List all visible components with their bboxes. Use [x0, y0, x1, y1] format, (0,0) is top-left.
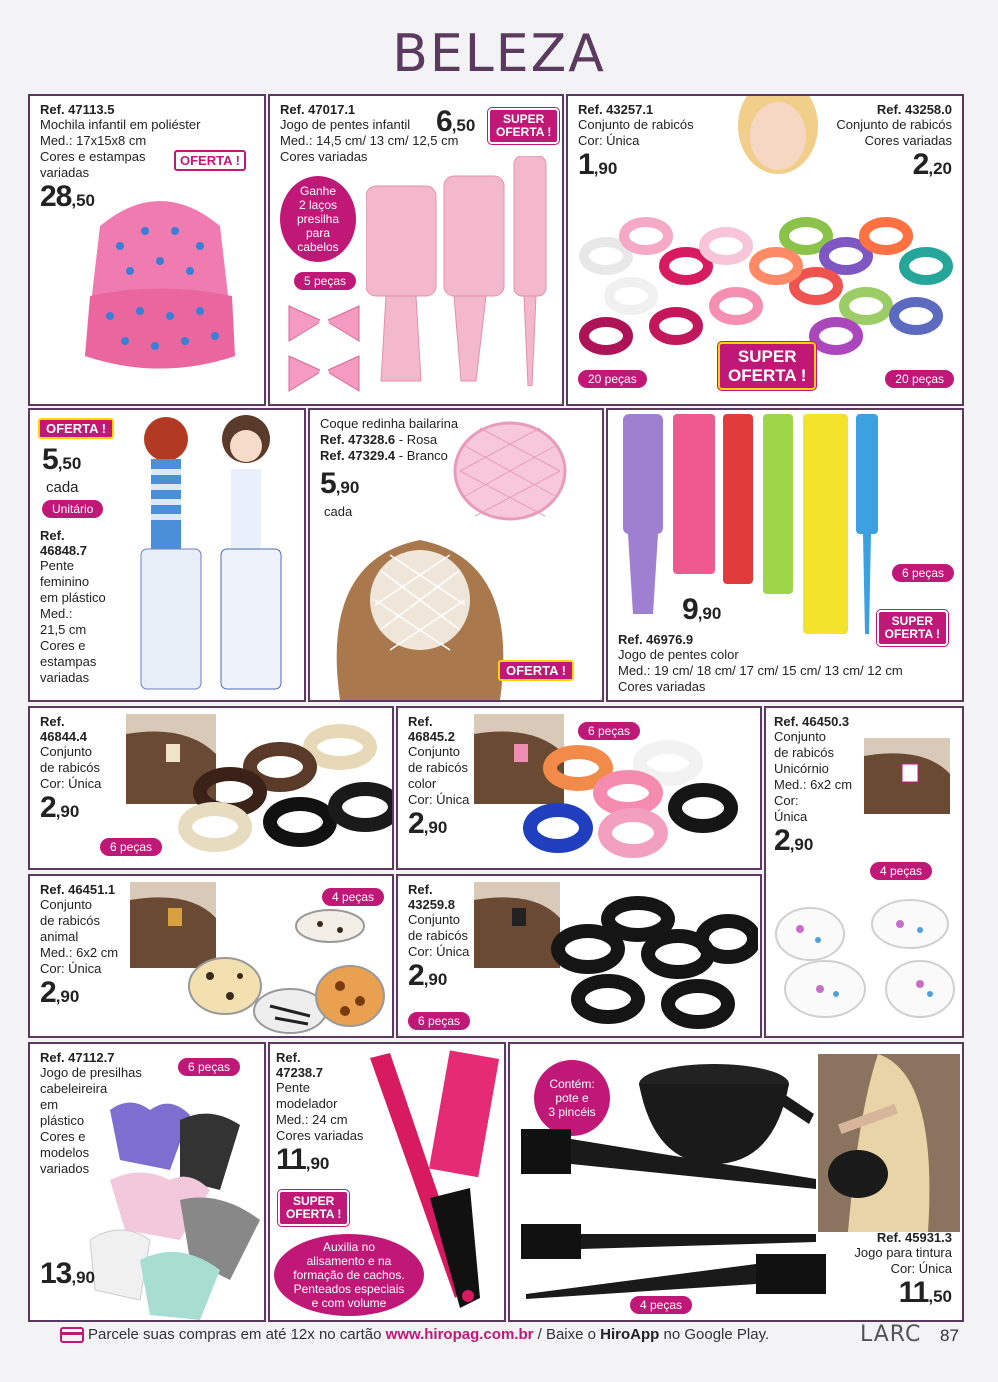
pieces-badge: 6 peças [578, 722, 640, 740]
product-ref: Ref. 46451.1 [40, 882, 116, 897]
footer-app: HiroApp [600, 1326, 660, 1343]
product-price: 2,90 [40, 791, 80, 824]
product-desc: Jogo de pentes color Med.: 19 cm/ 18 cm/ 17 cm/ 15 cm/ 13 cm/ 12 cm Cores variadas [618, 647, 903, 694]
footer-mid: / Baixe o [537, 1326, 596, 1343]
product-ref: Ref. 46844.4 [40, 714, 87, 744]
product-card-43257 [566, 94, 964, 406]
pieces-badge: 6 peças [178, 1058, 240, 1076]
pieces-badge: 6 peças [100, 838, 162, 856]
pieces-badge: 5 peças [294, 272, 356, 290]
product-desc: Conjunto de rabicós animal Med.: 6x2 cm Cor: Única [40, 897, 119, 976]
bun-image [320, 520, 520, 700]
product-card-45931 [508, 1042, 964, 1322]
product-desc: Jogo para tintura Cor: Única [854, 1245, 952, 1276]
product-card-46451 [28, 874, 394, 1038]
product-desc: Conjunto de rabicós Cores variadas [836, 117, 952, 148]
page-number: 87 [940, 1326, 959, 1345]
gift-badge: Ganhe 2 laços presilha para cabelos [280, 176, 356, 262]
pieces-badge: 4 peças [322, 888, 384, 906]
product-card-46844 [28, 706, 394, 870]
super-offer-badge: SUPER OFERTA ! [877, 610, 948, 646]
product-desc: Conjunto de rabicós Cor: Única [408, 912, 470, 959]
product-price: 2,90 [408, 959, 448, 992]
product-card-46976 [606, 408, 964, 702]
product-desc: Mochila infantil em poliéster Med.: 17x15x8 cm Cores e estampas variadas [40, 117, 201, 180]
bows-image [284, 296, 364, 406]
product-price: 11,90 [276, 1143, 330, 1176]
product-ref: Ref. 46450.3 [774, 714, 850, 729]
credit-card-icon [60, 1327, 84, 1343]
super-offer-badge: SUPER OFERTA ! [718, 342, 816, 390]
product-ref: Ref. 46976.9 [618, 632, 694, 647]
super-offer-badge: SUPER OFERTA ! [278, 1190, 349, 1226]
footer-end: no Google Play. [663, 1326, 770, 1343]
product-price: 13,90 [40, 1257, 96, 1290]
product-ref: Ref. 47017.1 [280, 102, 356, 117]
product-desc: Jogo de presilhas cabeleireira em plástico Cores e modelos variados [40, 1065, 142, 1176]
pieces-badge: 6 peças [892, 564, 954, 582]
animal-print-scrunchies-image [180, 906, 390, 1036]
offer-badge: OFERTA ! [38, 418, 114, 439]
pieces-badge: 4 peças [630, 1296, 692, 1314]
product-card-47113 [28, 94, 266, 406]
product-card-43259 [396, 874, 762, 1038]
product-price: 5,90 [320, 467, 360, 500]
backpack-image [60, 186, 260, 386]
product-price: 2,90 [40, 976, 80, 1009]
ponytail-image [864, 738, 950, 814]
product-desc: Jogo de pentes infantil Med.: 14,5 cm/ 13 cm/ 12,5 cm Cores variadas [280, 117, 459, 164]
product-desc: Pente modelador Med.: 24 cm Cores variadas [276, 1080, 364, 1143]
contains-badge: Contém: pote e 3 pincéis [534, 1060, 610, 1136]
product-card-46845 [396, 706, 762, 870]
product-variant-branco: Ref. 47329.4 - Branco [320, 448, 448, 463]
brand-logo: LARC [860, 1322, 922, 1347]
product-ref: Ref. 47112.7 [40, 1050, 115, 1065]
hairnet-image [450, 416, 570, 526]
product-ref: Ref. 43259.8 [408, 882, 455, 912]
dye-brushes-image [516, 1124, 836, 1304]
unicorn-scrunchies-image [770, 894, 960, 1024]
page-title: BELEZA [392, 24, 606, 84]
product-desc: Conjunto de rabicós color Cor: Única [408, 744, 470, 807]
scrunchies-image [538, 894, 758, 1034]
scrunchies-image [576, 196, 956, 366]
unit-badge: Unitário [42, 500, 103, 518]
product-desc: Conjunto de rabicós Unicórnio Med.: 6x2 cm Cor: Única [774, 729, 853, 824]
product-card-47112 [28, 1042, 266, 1322]
footer-link[interactable]: www.hiropag.com.br [385, 1326, 534, 1343]
product-price: 1,90 [578, 148, 618, 181]
product-ref: Ref. 43258.0 [876, 102, 952, 117]
combs-image [618, 414, 898, 634]
product-desc: Coque redinha bailarina [320, 416, 459, 431]
product-ref: Ref. 46848.7 [40, 528, 87, 558]
price-unit: cada [324, 504, 353, 519]
product-price: 2,90 [408, 807, 448, 840]
pieces-badge: 20 peças [885, 370, 954, 388]
scrunchies-image [170, 722, 394, 862]
product-price: 11,50 [898, 1276, 952, 1309]
product-price: 28,50 [40, 180, 96, 213]
pieces-badge: 4 peças [870, 862, 932, 880]
super-offer-badge: SUPER OFERTA ! [488, 108, 559, 144]
product-desc: Conjunto de rabicós Cor: Única [578, 117, 694, 148]
offer-badge: OFERTA ! [174, 150, 246, 171]
product-card-46848 [28, 408, 306, 702]
info-note: Auxilia no alisamento e na formação de cachos. Penteados especiais e com volume [274, 1234, 424, 1316]
pieces-badge: 6 peças [408, 1012, 470, 1030]
product-price: 5,50 [42, 443, 82, 476]
hair-clips-image [70, 1090, 266, 1320]
combs-image [366, 156, 556, 386]
product-card-47328 [308, 408, 604, 702]
product-ref: Ref. 45931.3 [876, 1230, 952, 1245]
product-card-46450 [764, 706, 964, 1038]
offer-badge: OFERTA ! [498, 660, 574, 681]
salon-photo [818, 1054, 960, 1232]
girl-image [718, 94, 838, 186]
product-desc: Pente feminino em plástico Med.: 21,5 cm Cores e estampas variadas [40, 558, 106, 685]
footer-text: Parcele suas compras em até 12x no cartão [88, 1326, 382, 1343]
combs-image [126, 414, 296, 694]
product-price: 2,20 [912, 148, 952, 181]
product-ref: Ref. 43257.1 [578, 102, 654, 117]
product-price: 6,50 [436, 105, 476, 138]
product-ref: Ref. 47113.5 [40, 102, 115, 117]
product-ref: Ref. 46845.2 [408, 714, 455, 744]
product-desc: Conjunto de rabicós Cor: Única [40, 744, 102, 791]
product-card-47017 [268, 94, 564, 406]
product-price: 9,90 [682, 593, 722, 626]
product-price: 2,90 [774, 824, 814, 857]
pieces-badge: 20 peças [578, 370, 647, 388]
product-ref: Ref. 47238.7 [276, 1050, 323, 1080]
price-unit: cada [46, 479, 79, 496]
footer-banner [60, 1326, 769, 1343]
scrunchies-image [518, 738, 748, 868]
product-variant-rosa: Ref. 47328.6 - Rosa [320, 432, 438, 447]
product-card-47238 [268, 1042, 506, 1322]
